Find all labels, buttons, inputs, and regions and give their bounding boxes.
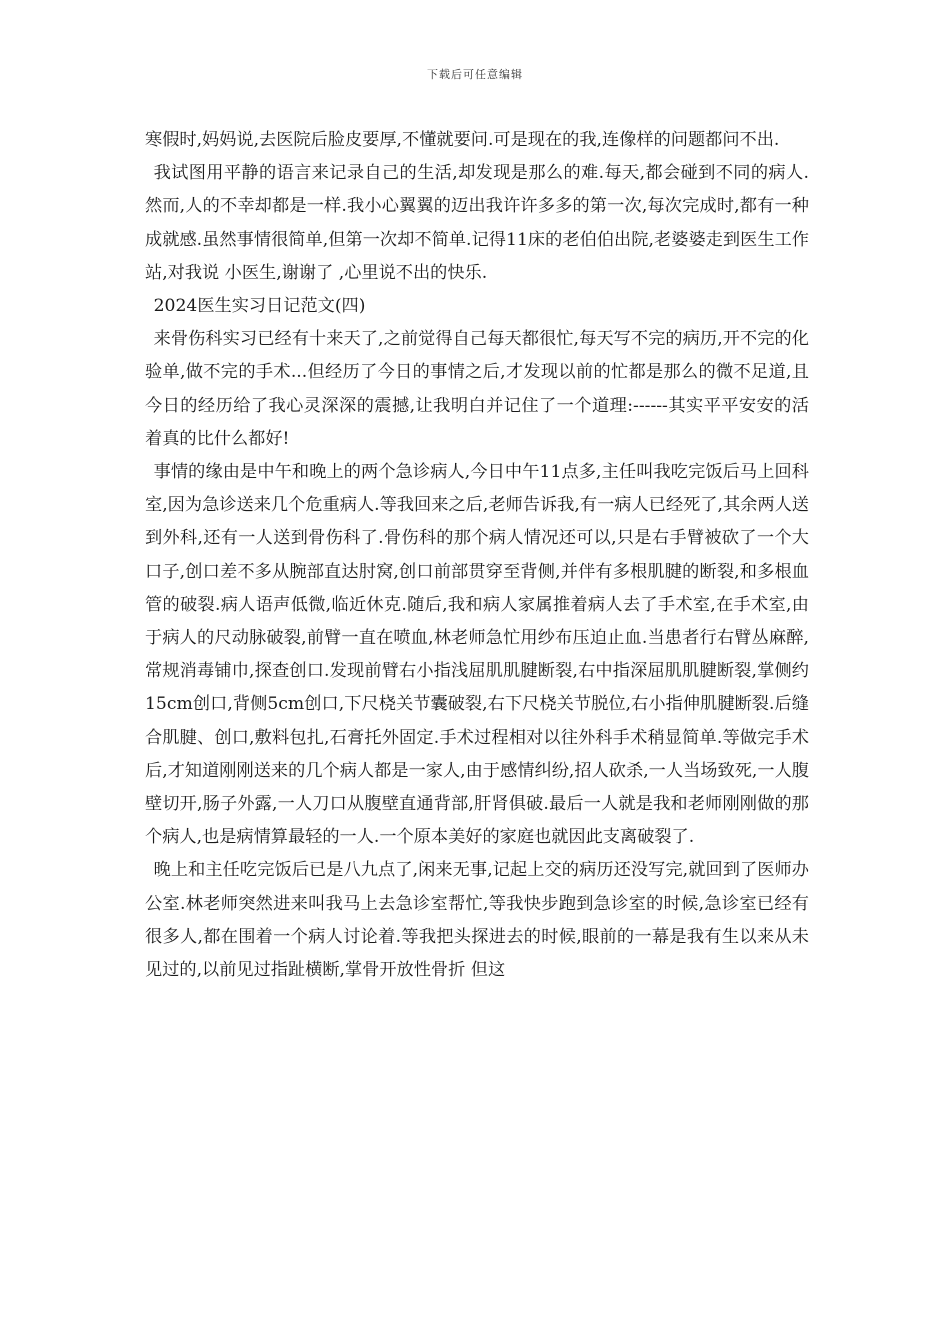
page-header: 下载后可任意编辑 bbox=[427, 68, 523, 81]
document-body bbox=[145, 124, 809, 987]
paragraph-1: 寒假时,妈妈说,去医院后脸皮要厚,不懂就要问.可是现在的我,连像样的问题都问不出. bbox=[145, 130, 780, 150]
paragraph-2: 我试图用平静的语言来记录自己的生活,却发现是那么的难.每天,都会碰到不同的病人.然而,人的不幸却都是一样.我小心翼翼的迈出我许许多多的第一次,每次完成时,都有一种成就感.虽然事情很简单,但第一次却不简单.记得11床的老伯伯出院,老婆婆走到医生工作站,对我说 小医生,谢谢了 ,心里说不出的快乐. bbox=[145, 163, 809, 283]
section-heading: 2024医生实习日记范文(四) bbox=[153, 296, 366, 317]
paragraph-3: 来骨伤科实习已经有十来天了,之前觉得自己每天都很忙,每天写不完的病历,开不完的化验单,做不完的手术...但经历了今日的事情之后,才发现以前的忙都是那么的微不足道,且今日的经历给了我心灵深深的震撼,让我明白并记住了一个道理:------其实平平安安的活着真的比什么都好! bbox=[145, 329, 809, 449]
paragraph-4: 事情的缘由是中午和晚上的两个急诊病人,今日中午11点多,主任叫我吃完饭后马上回科室,因为急诊送来几个危重病人.等我回来之后,老师告诉我,有一病人已经死了,其余两人送到外科,还有一人送到骨伤科了.骨伤科的那个病人情况还可以,只是右手臂被砍了一个大口子,创口差不多从腕部直达肘窝,创口前部贯穿至背侧,并伴有多根肌腱的断裂,和多根血管的破裂.病人语声低微,临近休克.随后,我和病人家属推着病人去了手术室,在手术室,由于病人的尺动脉破裂,前臂一直在喷血,林老师急忙用纱布压迫止血.当患者行右臂丛麻醉,常规消毒铺巾,探查创口.发现前臂右小指浅屈肌肌腱断裂,右中指深屈肌肌腱断裂,掌侧约15cm创口,背侧5cm创口,下尺桡关节囊破裂,右下尺桡关节脱位,右小指伸肌腱断裂.后缝合肌腱、创口,敷料包扎,石膏托外固定.手术过程相对以往外科手术稍显简单.等做完手术后,才知道刚刚送来的几个病人都是一家人,由于感情纠纷,招人砍杀,一人当场致死,一人腹壁切开,肠子外露,一人刀口从腹壁直通背部,肝肾俱破.最后一人就是我和老师刚刚做的那个病人,也是病情算最轻的一人.一个原本美好的家庭也就因此支离破裂了. bbox=[145, 462, 809, 848]
paragraph-5: 晚上和主任吃完饭后已是八九点了,闲来无事,记起上交的病历还没写完,就回到了医师办公室.林老师突然进来叫我马上去急诊室帮忙,等我快步跑到急诊室的时候,急诊室已经有很多人,都在围着一个病人讨论着.等我把头探进去的时候,眼前的一幕是我有生以来从未见过的,以前见过指趾横断,掌骨开放性骨折 但这 bbox=[145, 860, 809, 981]
